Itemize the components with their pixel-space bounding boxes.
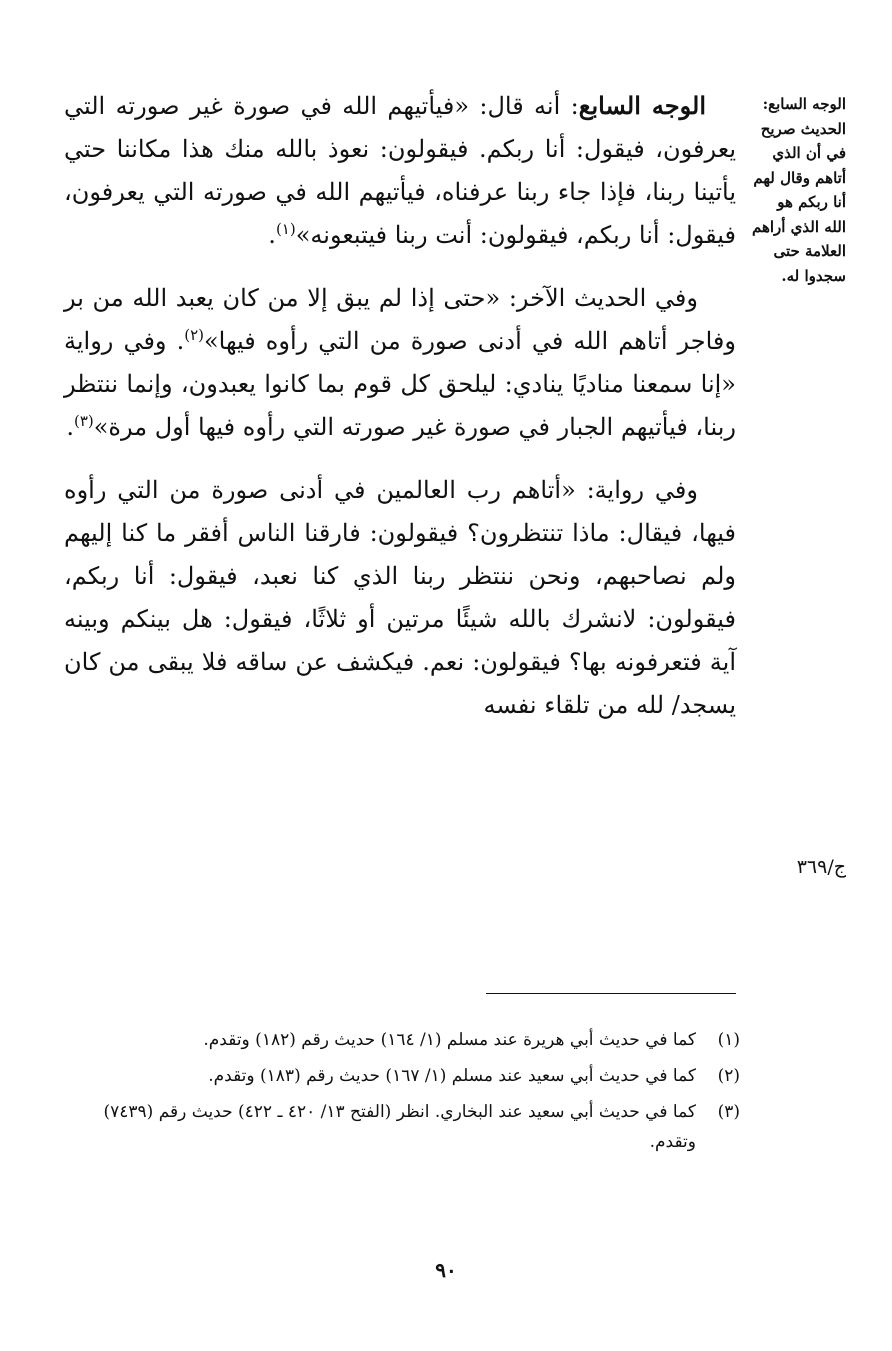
paragraph-3 <box>64 469 736 727</box>
footnote-number: (٣) <box>717 1102 740 1122</box>
paragraph-1 <box>64 84 736 257</box>
footnote-item <box>64 1025 740 1055</box>
main-text <box>64 84 736 747</box>
paragraph-text-continued: . وفي رواية «إنا سمعنا مناديًا ينادي: ليلحق كل قوم بما كانوا يعبدون، وإنما ننتظر ربنا، فيأتيهم الجبار في صورة غير صورته التي رأوه فيها أول مرة» <box>64 327 736 441</box>
footnote-text: كما في حديث أبي سعيد عند مسلم (١/ ١٦٧) حديث رقم (١٨٣) وتقدم. <box>208 1066 696 1086</box>
paragraph-lead: الوجه السابع <box>578 91 707 120</box>
paragraph-text: : أنه قال: «فيأتيهم الله في صورة غير صورته التي يعرفون، فيقول: أنا ربكم. فيقولون: نعوذ بالله منك هذا مكاننا حتي يأتينا ربنا، فإذا جاء ربنا عرفناه، فيأتيهم الله في صورته التي يعرفون، فيقول: أنا ربكم، فيقولون: أنت ربنا فيتبعونه» <box>64 92 736 249</box>
paragraph-text: وفي الحديث الآخر: «حتى إذا لم يبق إلا من كان يعبد الله من بر وفاجر أتاهم الله في أدنى صورة من التي رأوه فيها» <box>64 284 736 355</box>
footnote-number: (١) <box>717 1030 740 1050</box>
footnote-ref-2[interactable]: (٢) <box>184 326 204 344</box>
footnote-separator <box>486 993 736 994</box>
footnote-item <box>64 1097 740 1157</box>
paragraph-text-end: . <box>268 221 276 249</box>
footnotes <box>64 1025 740 1163</box>
footnote-ref-3[interactable]: (٣) <box>73 412 94 430</box>
margin-note: الوجه السابع: الحديث صريح في أن الذي أتاهم وقال لهم أنا ربكم هو الله الذي أراهم العلامة حتى سجدوا له. <box>751 95 846 285</box>
footnote-item <box>64 1061 740 1091</box>
paragraph-text-end: . <box>66 413 74 441</box>
footnote-text: كما في حديث أبي سعيد عند البخاري. انظر (الفتح ١٣/ ٤٢٠ ـ ٤٢٢) حديث رقم (٧٤٣٩) وتقدم. <box>103 1102 696 1152</box>
footnote-ref-1[interactable]: (١) <box>275 220 296 238</box>
paragraph-text: وفي رواية: «أتاهم رب العالمين في أدنى صورة من التي رأوه فيها، فيقال: ماذا تنتظرون؟ فيقولون: فارقنا الناس أفقر ما كنا إليهم ولم نصاحبهم، ونحن ننتظر ربنا الذي كنا نعبد، فيقول: أنا ربكم، فيقولون: لانشرك بالله شيئًا مرتين أو ثلاثًا، فيقول: هل بينكم وبينه آية فتعرفونه بها؟ فيقولون: نعم. فيكشف عن ساقه فلا يبقى من كان يسجد/ لله من تلقاء نفسه <box>64 476 736 719</box>
paragraph-2 <box>64 277 736 449</box>
folio-marker: ج/٣٦٩ <box>796 856 846 878</box>
page-number: ٩٠ <box>435 1258 457 1282</box>
footnote-text: كما في حديث أبي هريرة عند مسلم (١/ ١٦٤) حديث رقم (١٨٢) وتقدم. <box>203 1030 696 1050</box>
footnote-number: (٢) <box>717 1066 740 1086</box>
